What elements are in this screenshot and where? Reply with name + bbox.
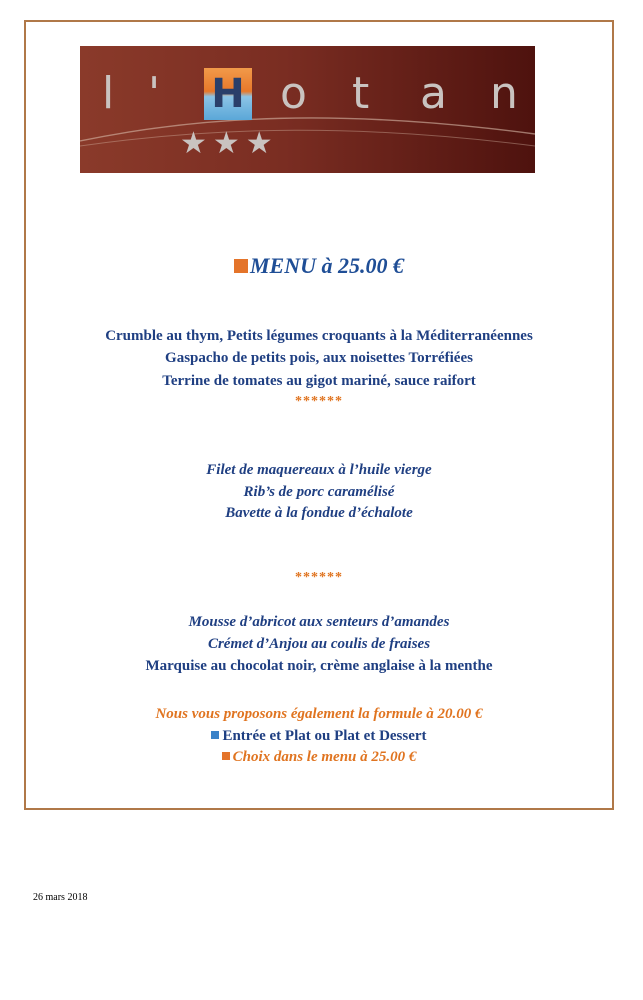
main-item: Rib’s de porc caramélisé (243, 484, 395, 500)
formula-option: Entrée et Plat ou Plat et Dessert (24, 728, 614, 745)
dessert-item: Marquise au chocolat noir, crème anglaise à la menthe (145, 658, 493, 674)
menu-title: MENU à 25.00 € (24, 253, 614, 279)
formula-intro: Nous vous proposons également la formule à 20.00 € (155, 706, 483, 722)
main-item: Filet de maquereaux à l’huile vierge (206, 462, 432, 478)
formula-option: Choix dans le menu à 25.00 € (24, 749, 614, 766)
logo-h-box: H (204, 68, 252, 120)
print-date: 26 mars 2018 (33, 892, 88, 903)
square-bullet-icon (222, 752, 230, 760)
dessert-item: Mousse d’abricot aux senteurs d’amandes (188, 614, 450, 630)
square-bullet-icon (234, 259, 248, 273)
logo-letters (80, 68, 535, 128)
starter-item: Gaspacho de petits pois, aux noisettes Torréfiées (165, 350, 473, 366)
starter-item: Terrine de tomates au gigot mariné, sauce raifort (162, 373, 476, 389)
separator: ****** (295, 570, 343, 585)
logo-letter-o: o (280, 68, 307, 119)
logo-stars: ★★★ (180, 126, 279, 161)
starter-item: Crumble au thym, Petits légumes croquants à la Méditerranéennes (105, 328, 533, 344)
main-item: Bavette à la fondue d’échalote (225, 505, 413, 521)
hotel-logo (80, 46, 535, 173)
logo-letter-apostrophe: ' (148, 68, 161, 119)
logo-letter-l: l (102, 68, 115, 119)
logo-letter-n: n (490, 68, 518, 119)
dessert-item: Crémet d’Anjou au coulis de fraises (207, 636, 431, 652)
logo-letter-a: a (420, 68, 447, 119)
square-bullet-icon (211, 731, 219, 739)
logo-letter-t: t (352, 68, 370, 119)
separator: ****** (295, 394, 343, 409)
